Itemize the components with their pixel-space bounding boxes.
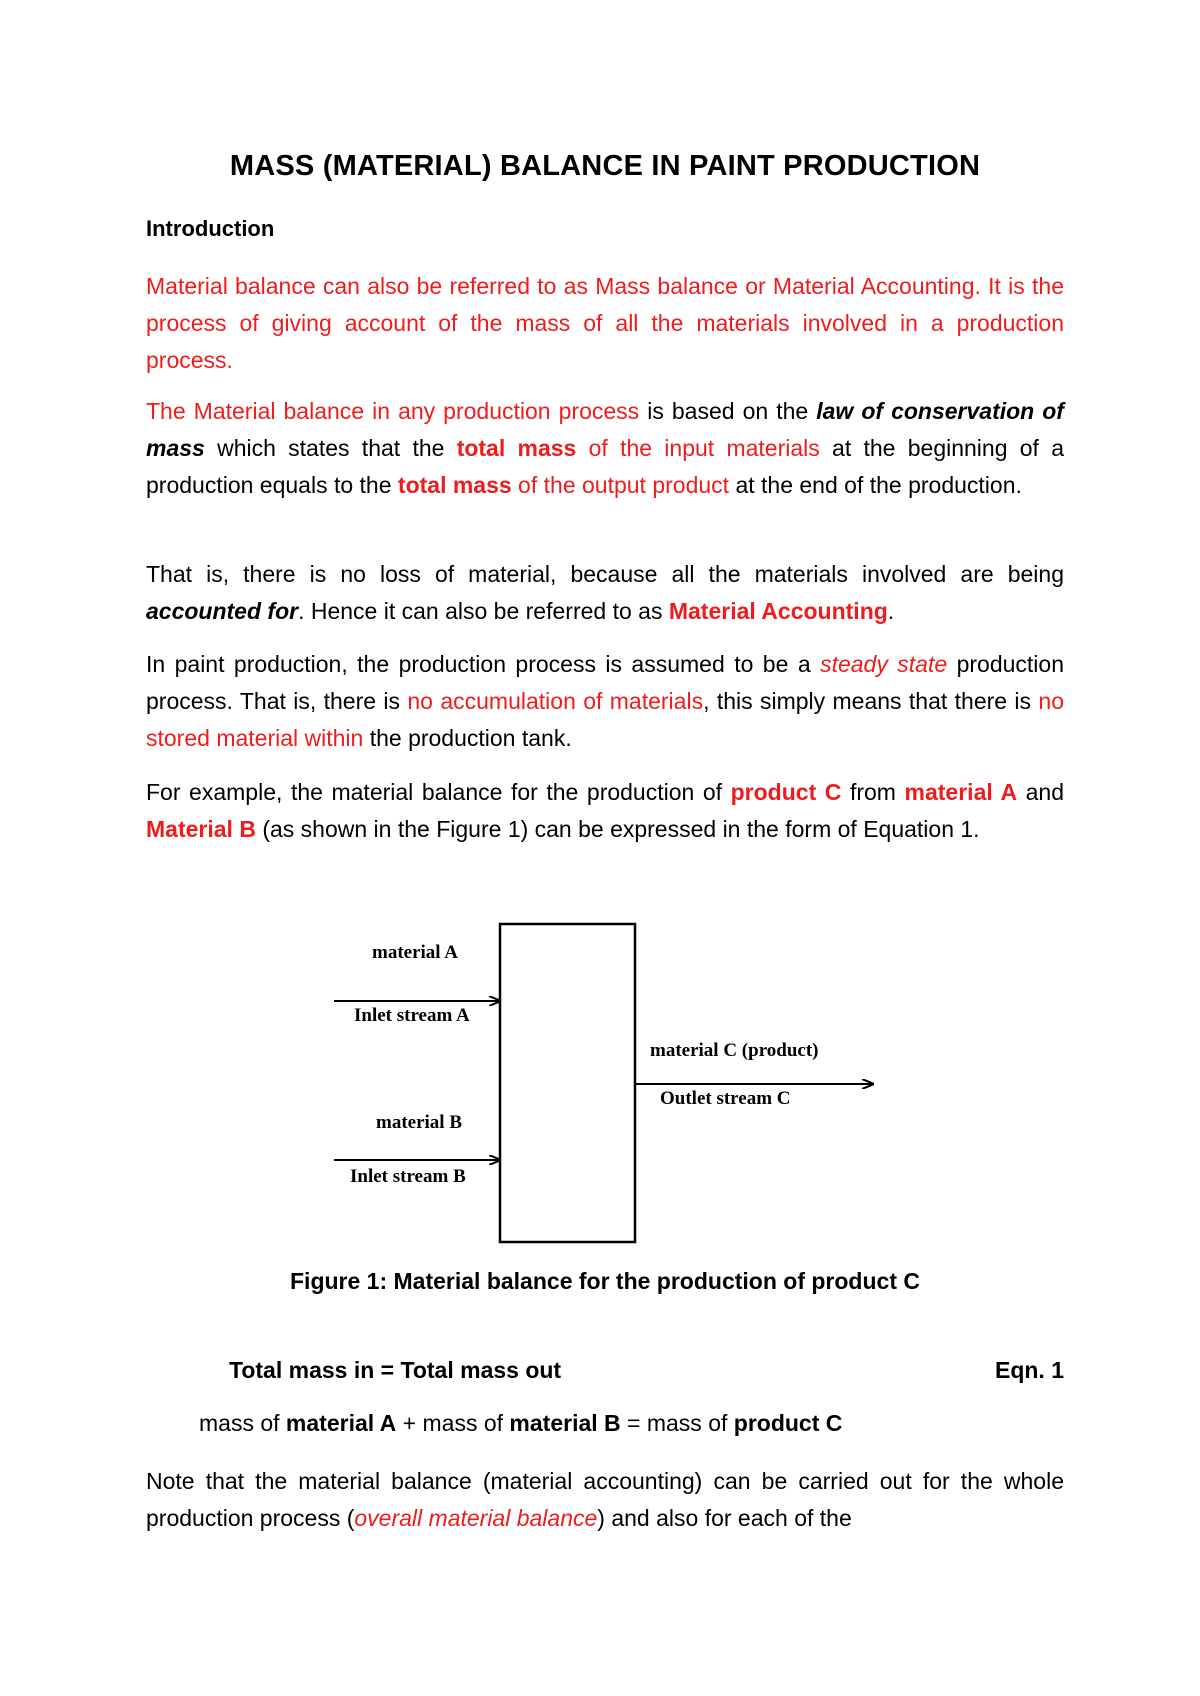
material-balance-diagram	[330, 908, 890, 1248]
inlet-stream-a-label: Inlet stream A	[354, 1005, 470, 1026]
section-heading: Introduction	[146, 216, 275, 241]
figure-caption: Figure 1: Material balance for the production of product C	[290, 1268, 920, 1294]
text-fragment: at the beginning of a production equals to the	[146, 435, 1065, 498]
material-a-term: material A	[285, 1410, 397, 1436]
document-title: MASS (MATERIAL) BALANCE IN PAINT PRODUCTION	[229, 150, 981, 182]
material-c-label: material C (product)	[650, 1040, 819, 1061]
text-fragment: production process. That is, there is	[146, 651, 1064, 714]
paragraph-steady-state	[146, 646, 1064, 757]
outlet-stream-c-label: Outlet stream C	[660, 1088, 791, 1109]
overall-balance-term: overall material balance	[354, 1505, 598, 1531]
equation-detail	[199, 1410, 842, 1437]
text-fragment: at the end of the production.	[729, 472, 1022, 498]
process-tank-box	[500, 924, 635, 1242]
paragraph-law	[146, 393, 1064, 504]
law-of-conservation-term: law of conservation of mass	[146, 398, 1064, 461]
accounted-for-term: accounted for	[146, 598, 299, 624]
equation-text: Total mass in = Total mass out	[229, 1357, 562, 1383]
text-fragment: That is, there is no loss of material, because all the materials involved are being	[146, 561, 1064, 587]
text-fragment: In paint production, the production process is assumed to be a	[146, 651, 821, 677]
material-a-label: material A	[372, 942, 459, 963]
material-b-term: material B	[509, 1410, 621, 1436]
steady-state-term: steady state	[820, 651, 948, 677]
text-fragment: is based on the	[639, 398, 817, 424]
text-fragment: no stored material within	[146, 688, 1065, 751]
text-fragment: (as shown in the Figure 1) can be expressed in the form of Equation 1.	[255, 816, 980, 842]
paragraph-example	[146, 774, 1064, 848]
equation-number: Eqn. 1	[994, 1357, 1064, 1383]
equation-row	[229, 1357, 1064, 1384]
material-accounting-term: Material Accounting	[668, 598, 888, 624]
text-fragment: The Material balance in any production process	[146, 398, 640, 424]
text-fragment: For example, the material balance for the production of	[146, 779, 731, 805]
text-fragment: + mass of	[396, 1410, 510, 1436]
text-fragment: and	[1017, 779, 1065, 805]
text-fragment: which states that the	[204, 435, 457, 461]
text-fragment: = mass of	[620, 1410, 734, 1436]
total-mass-term: total mass	[456, 435, 577, 461]
text-fragment: . Hence it can also be referred to as	[298, 598, 669, 624]
text-fragment: from	[841, 779, 905, 805]
product-c-term: product C	[733, 1410, 843, 1436]
text-fragment: .	[887, 598, 895, 624]
material-b-label: material B	[376, 1112, 463, 1133]
paragraph-note	[146, 1463, 1064, 1537]
text-fragment: ) and also for each of the	[597, 1505, 852, 1531]
text-fragment: the production tank.	[363, 725, 572, 751]
material-a-term: material A	[904, 779, 1018, 805]
text-fragment: , this simply means that there is	[703, 688, 1039, 714]
total-mass-term: total mass	[397, 472, 512, 498]
text-fragment: Note that the material balance (material accounting) can be carried out for the whole production process (	[146, 1468, 1064, 1531]
product-c-term: product C	[730, 779, 842, 805]
inlet-stream-b-label: Inlet stream B	[350, 1166, 466, 1187]
text-fragment: no accumulation of materials	[407, 688, 704, 714]
paragraph-accounting	[146, 556, 1064, 630]
paragraph-definition: Material balance can also be referred to as Mass balance or Material Accounting. It is the process of giving account of the mass of all the materials involved in a production process.	[146, 273, 1064, 373]
text-fragment: of the output product	[511, 472, 730, 498]
text-fragment: mass of	[199, 1410, 286, 1436]
text-fragment: of the input materials	[576, 435, 820, 461]
material-b-term: Material B	[146, 816, 256, 842]
